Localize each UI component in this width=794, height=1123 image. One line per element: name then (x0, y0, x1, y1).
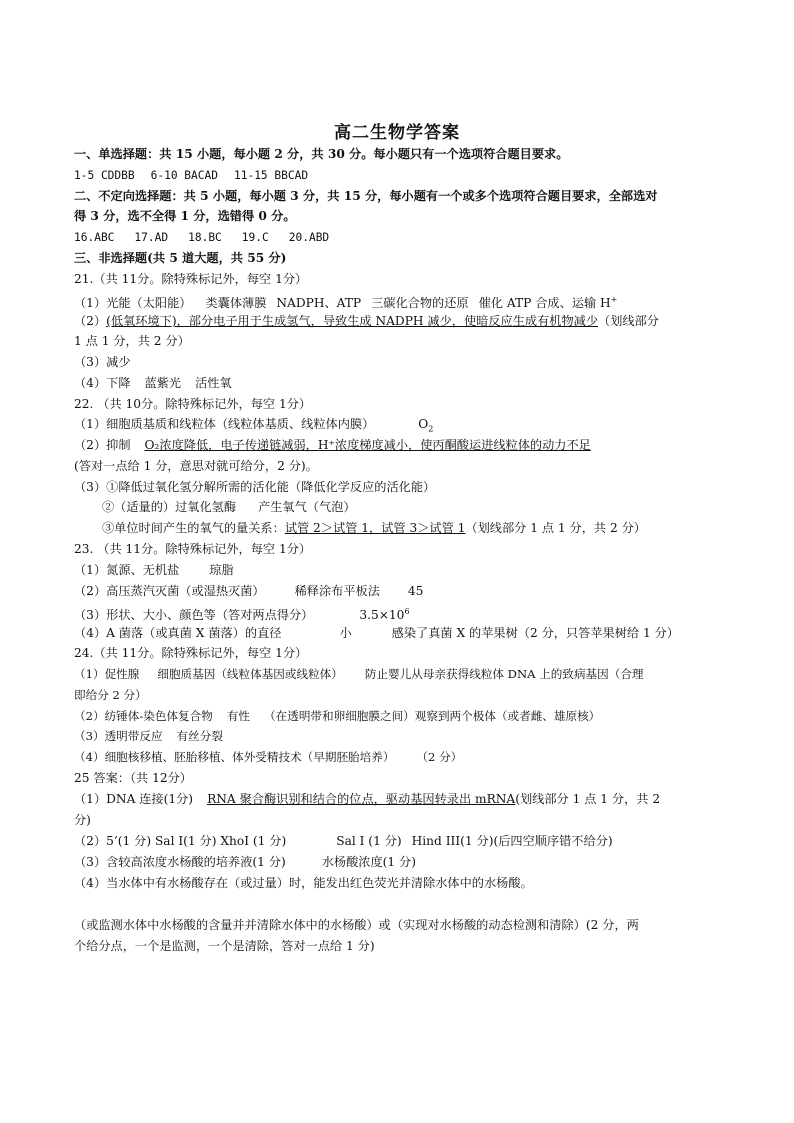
q21-line-1 (74, 292, 734, 311)
q22-note: （划线部分 1 点 1 分，共 2 分） (465, 521, 646, 535)
answer-group: 1-5 CDDBB (74, 169, 135, 182)
q23-answer: 3.5×10 (359, 608, 405, 623)
section-1-answers (74, 168, 734, 184)
q25-answer: Hind III(1 分)(后四空顺序错不给分) (411, 834, 613, 848)
q21-line-3: （3）减少 (74, 355, 131, 369)
q21-underlined-answer: (低氧环境下)，部分电子用于生成氢气，导致生成 NADPH 减少，使暗反应生成有机物减少 (106, 314, 599, 328)
answer-item: 18.BC (188, 231, 222, 244)
q21-prefix: （2） (74, 314, 107, 328)
q22-subscript: 2 (428, 424, 434, 434)
q21-line-4 (74, 375, 734, 391)
q25-note: (划线部分 1 点 1 分，共 2 (515, 792, 661, 806)
q21-answer: 活性氧 (195, 376, 232, 390)
answer-item: 16.ABC (74, 231, 115, 244)
q25-line-6: 个给分点，一个是监测，一个是清除，答对一点给 1 分) (74, 939, 375, 953)
q22-line-4 (102, 499, 762, 515)
q22-answer: ②（适量的）过氧化氢酶 (102, 500, 237, 514)
q25-line-5: （或监测水体中水杨酸的含量并并清除水体中的水杨酸）或（实现对水杨酸的动态检测和清除）(2 分，两 (74, 918, 639, 932)
q24-answer: 细胞质基因（线粒体基因或线粒体） (157, 667, 343, 681)
section-1-heading: 一、单选择题：共 15 小题，每小题 2 分，共 30 分。每小题只有一个选项符合题目要求。 (74, 147, 569, 161)
q25-line-4: （4）当水体中有水杨酸存在（或过量）时，能发出红色荧光并清除水体中的水杨酸。 (74, 876, 533, 890)
q23-answer: （1）氮源、无机盐 (74, 563, 180, 577)
q23-answer: 小 (339, 626, 352, 640)
q22-line-5 (102, 520, 762, 536)
answer-group: 6-10 BACAD (150, 169, 218, 182)
q24-answer: （1）促性腺 (74, 667, 140, 681)
q23-head: 23. （共 11分。除特殊标记外，每空 1分） (74, 542, 312, 556)
section-2-heading-line-1: 二、不定向选择题：共 5 小题，每小题 3 分，共 15 分，每小题有一个或多个选项符合题目要求，全部选对 (74, 189, 658, 203)
q21-superscript: + (610, 295, 618, 304)
q24-line-1b: 即给分 2 分） (74, 688, 147, 702)
q21-line-2 (74, 313, 734, 329)
q24-answer: 有性 (226, 709, 251, 723)
q22-prefix: ③单位时间产生的氧气的量关系： (102, 521, 285, 535)
q23-answer: 琼脂 (209, 563, 234, 577)
q25-answer: （2）5’(1 分) Sal I(1 分) XhoI (1 分) (74, 834, 287, 848)
q25-line-2 (74, 833, 734, 849)
q25-answer: Sal I (1 分) (336, 834, 402, 848)
q24-score: （2 分） (416, 750, 463, 764)
q21-head: 21.（共 11分。除特殊标记外，每空 1分） (74, 272, 308, 286)
q24-line-3 (74, 728, 734, 744)
q25-line-3 (74, 854, 734, 870)
q25-answer: （1）DNA 连接(1分) (74, 792, 194, 806)
q23-answer: 45 (407, 584, 424, 598)
q23-line-3 (74, 604, 734, 623)
q21-answer: （4）下降 (74, 376, 131, 390)
answer-item: 20.ABD (288, 231, 330, 244)
q25-head: 25 答案：（共 12分） (74, 771, 192, 785)
q25-line-1 (74, 791, 734, 807)
q23-answer: 稀释涂布平板法 (294, 584, 380, 598)
q24-line-1 (74, 666, 734, 682)
answer-item: 17.AD (134, 231, 169, 244)
page-title: 高二生物学答案 (334, 123, 460, 143)
answer-item: 19.C (241, 231, 269, 244)
q21-line-2b: 1 点 1 分，共 2 分） (74, 334, 190, 348)
q24-answer: 防止婴儿从母亲获得线粒体 DNA 上的致病基因（合理 (364, 667, 644, 681)
q24-line-2 (74, 708, 734, 724)
answer-group: 11-15 BBCAD (233, 169, 309, 182)
q21-answer: 三碳化合物的还原 (371, 296, 469, 311)
q25-underlined-answer: RNA 聚合酶识别和结合的位点，驱动基因转录出 mRNA (207, 792, 516, 806)
q23-answer: （2）高压蒸汽灭菌（或湿热灭菌） (74, 584, 265, 598)
q22-answer: （1）细胞质基质和线粒体（线粒体基质、线粒体内膜） (74, 417, 375, 431)
q23-answer: （4）A 菌落（或真菌 X 菌落）的直径 (74, 626, 282, 640)
q22-underlined-answer: O₂浓度降低，电子传递链减弱，H⁺浓度梯度减小，使丙酮酸运进线粒体的动力不足 (144, 438, 591, 452)
q22-line-2 (74, 437, 734, 453)
q25-line-1b: 分) (74, 813, 91, 827)
q23-line-2 (74, 583, 734, 599)
q22-head: 22. （共 10分。除特殊标记外，每空 1分） (74, 397, 312, 411)
q23-superscript: 6 (404, 607, 410, 616)
section-2-answers (74, 230, 734, 246)
q22-line-1 (74, 416, 734, 437)
q21-answer: NADPH、ATP (276, 296, 362, 311)
q23-answer: （3）形状、大小、颜色等（答对两点得分） (74, 608, 314, 623)
q22-line-2b: (答对一点给 1 分，意思对就可给分，2 分)。 (74, 459, 318, 473)
q21-answer: 蓝紫光 (144, 376, 182, 390)
q23-answer: 感染了真菌 X 的苹果树（2 分，只答苹果树给 1 分） (391, 626, 679, 640)
q21-answer: （1）光能（太阳能） (74, 296, 192, 311)
q23-line-4 (74, 625, 734, 641)
q21-note: （划线部分 (598, 314, 659, 328)
section-2-heading-line-2: 得 3 分，选不全得 1 分，选错得 0 分。 (74, 209, 296, 223)
q22-answer-o2: O (418, 417, 429, 431)
q24-answer: 有丝分裂 (176, 729, 223, 743)
q24-head: 24.（共 11分。除特殊标记外，每空 1分） (74, 646, 308, 660)
q24-answer: （4）细胞核移植、胚胎移植、体外受精技术（早期胚胎培养） (74, 750, 395, 764)
q22-prefix: （2）抑制 (74, 438, 131, 452)
q24-answer: （在透明带和卵细胞膜之间）观察到两个极体（或者雌、雄原核） (264, 709, 601, 723)
q22-answer: 产生氧气（气泡） (258, 500, 356, 514)
q24-line-4 (74, 749, 734, 765)
q23-line-1 (74, 562, 734, 578)
q22-line-3: （3）①降低过氧化氢分解所需的活化能（降低化学反应的活化能） (74, 480, 436, 494)
q25-answer: （3）含较高浓度水杨酸的培养液(1 分) (74, 855, 286, 869)
q21-answer: 类囊体薄膜 (205, 296, 267, 311)
q21-answer: 催化 ATP 合成、运输 H (478, 296, 611, 311)
q24-answer: （3）透明带反应 (74, 729, 163, 743)
q24-answer: （2）纺锤体-染色体复合物 (74, 709, 213, 723)
q25-answer: 水杨酸浓度(1 分) (321, 855, 416, 869)
q22-underlined-answer: 试管 2＞试管 1，试管 3＞试管 1 (284, 521, 466, 535)
section-3-heading: 三、非选择题(共 5 道大题，共 55 分) (74, 251, 287, 265)
